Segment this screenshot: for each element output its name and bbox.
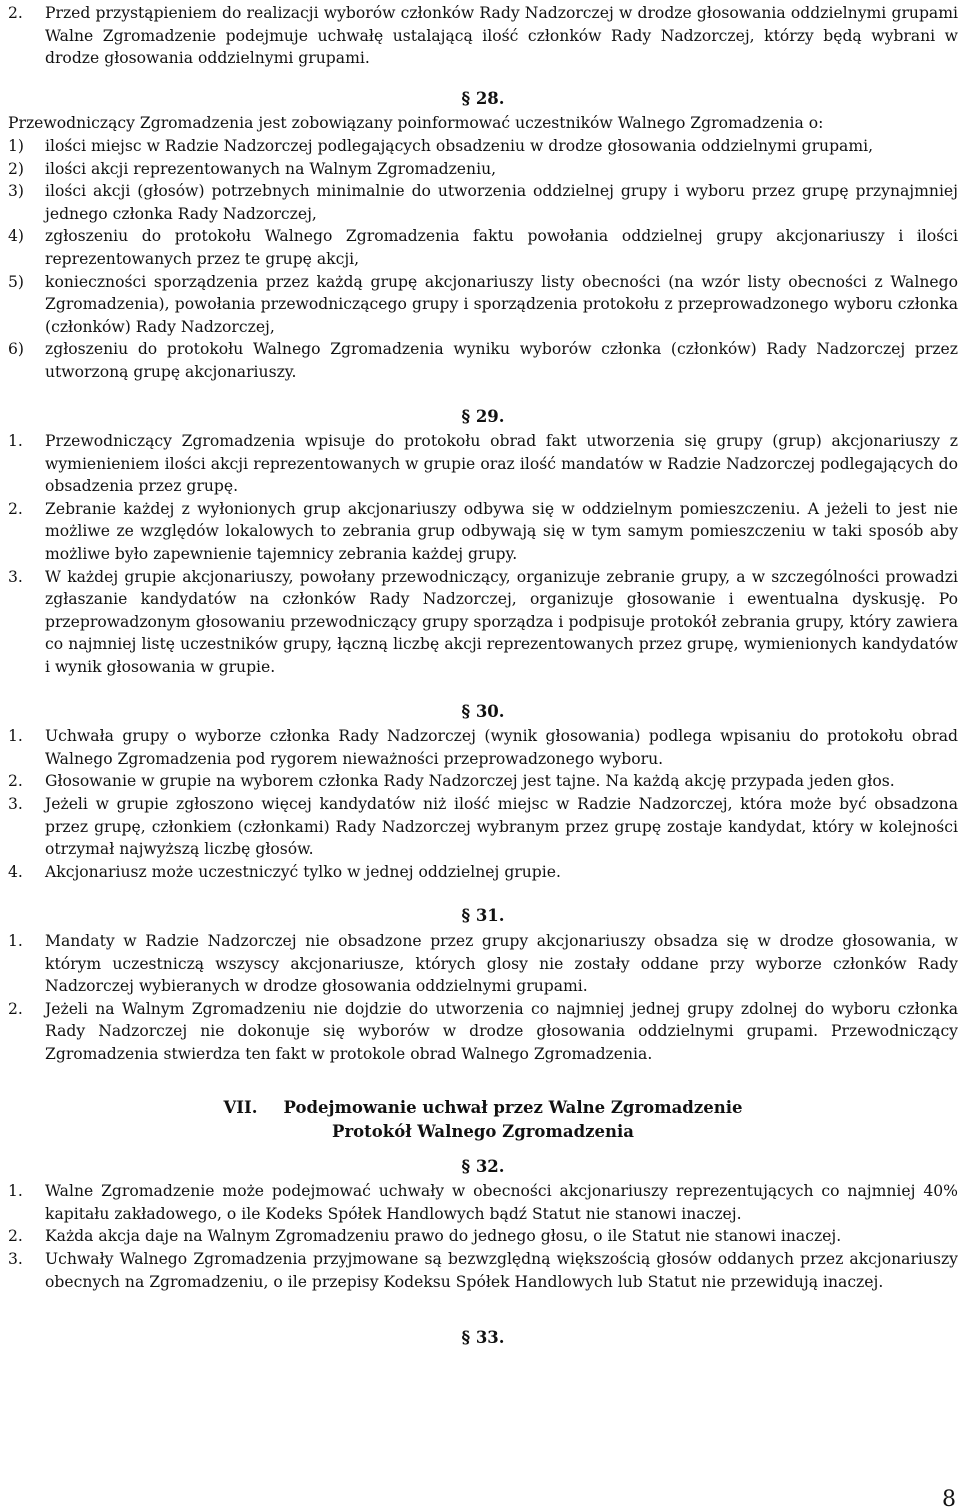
item-text: ilości miejsc w Radzie Nadzorczej podlegających obsadzeniu w drodze głosowania oddzielnymi grupami, [45,136,874,155]
item-number: 2. [8,4,23,22]
item-text: Akcjonariusz może uczestniczyć tylko w jednej oddzielnej grupie. [45,862,561,881]
item-text: Głosowanie w grupie na wyborem członka Rady Nadzorczej jest tajne. Na każdą akcję przypada jeden głos. [45,772,895,791]
list-item [8,861,958,884]
list-item [8,793,958,861]
chapter-title-line-1 [8,1096,958,1120]
item-text: ilości akcji reprezentowanych na Walnym Zgromadzeniu, [45,159,497,178]
item-number: 6) [8,340,25,359]
item-text: zgłoszeniu do protokołu Walnego Zgromadzenia wyniku wyborów członka (członków) Rady Nadzorczej przez utworzoną grupę akcjonariuszy. [45,340,958,381]
item-text: Uchwała grupy o wyborze członka Rady Nadzorczej (wynik głosowania) podlega wpisaniu do protokołu obrad Walnego Zgromadzenia pod rygorem nieważności przeprowadzonego wyboru. [45,727,958,768]
section-32-list [8,1180,958,1293]
section-31-list [8,930,958,1066]
spacer [8,679,958,701]
item-text: Przed przystąpieniem do realizacji wyborów członków Rady Nadzorczej w drodze głosowania oddzielnymi grupami Walne Zgromadzenie podejmuje uchwałę ustalającą ilość członków Rady Nadzorczej, którzy będą wybrani w drodze głosowania oddzielnymi grupami. [45,4,958,68]
section-heading-28: § 28. [461,88,505,108]
item-number: 4. [8,862,23,881]
section-28-intro: Przewodniczący Zgromadzenia jest zobowiązany poinformować uczestników Walnego Zgromadzenia o: [8,114,824,133]
item-text: Jeżeli na Walnym Zgromadzeniu nie dojdzie do utworzenia co najmniej jednej grupy zdolnej do wyboru członka Rady Nadzorczej nie dokonuje się wyborów w drodze głosowania oddzielnymi grupami. Przewodniczący Zgromadzenia stwierdza ten fakt w protokole obrad Walnego Zgromadzenia. [45,999,958,1063]
item-number: 2) [8,159,25,178]
item-number: 4) [8,227,25,246]
item-number: 2. [8,499,23,518]
item-number: 2. [8,999,23,1018]
chapter-heading [8,1096,958,1144]
list-item [8,1180,958,1225]
item-number: 2. [8,1227,23,1246]
item-number: 3. [8,795,23,813]
chapter-number: VII. [223,1097,258,1117]
section-heading-33: § 33. [461,1328,505,1348]
list-item [8,725,958,770]
item-number: 3. [8,1249,23,1268]
item-text: Mandaty w Radzie Nadzorczej nie obsadzone przez grupy akcjonariuszy obsadza się w drodze głosowania, w którym uczestniczą wszyscy akcjonariusze, których glosy nie zostały oddane przy wyborze członków Rady Nadzorczej wybieranych w drodze głosowania oddzielnymi grupami. [45,931,958,996]
item-text: konieczności sporządzenia przez każdą grupę akcjonariuszy listy obecności (na wzór listy obecności z Walnego Zgromadzenia), powołania przewodniczącego grupy i sporządzenia protokołu z przeprowadzonego wyboru członka (członków) Rady Nadzorczej, [45,272,958,336]
list-item [8,225,958,270]
list-item [8,770,958,793]
item-number: 1. [8,432,23,451]
list-item [8,338,958,383]
section-heading-30: § 30. [461,701,505,721]
list-item [8,271,958,339]
item-number: 1. [8,727,23,746]
item-text: W każdej grupie akcjonariuszy, powołany przewodniczący, organizuje zebranie grupy, a w szczególności prowadzi zgłaszanie kandydatów na członków Rady Nadzorczej, organizuje głosowanie i ewentualna dyskusję. Po przeprowadzonym głosowaniu przewodniczący grupy sporządza i podpisuje protokół zebrania grupy, który zawiera co najmniej listę uczestników grupy, łączną liczbę akcji reprezentowanych przez grupę, wymienionych kandydatów i wynik głosowania w grupie. [45,567,958,677]
section-heading-31: § 31. [461,906,505,926]
list-item [8,498,958,566]
item-text: Jeżeli w grupie zgłoszono więcej kandydatów niż ilość miejsc w Radzie Nadzorczej, która może być obsadzona przez grupę, członkiem (członkami) Rady Nadzorczej wybranym przez grupę zostaje kandydat, który w kolejności otrzymał najwyższą liczbę głosów. [45,795,958,859]
section-29-list [8,430,958,679]
list-item [8,566,958,679]
list-item [8,180,958,225]
item-number: 1) [8,136,25,155]
item-text: Walne Zgromadzenie może podejmować uchwały w obecności akcjonariuszy reprezentujących co najmniej 40% kapitału zakładowego, o ile Kodeks Spółek Handlowych bądź Statut nie stanowi inaczej. [45,1182,958,1223]
chapter-title: Podejmowanie uchwał przez Walne Zgromadzenie [283,1097,743,1117]
page-number: 8 [942,1487,956,1512]
document-content [8,2,958,1352]
section-30-list [8,725,958,883]
item-number: 5) [8,272,25,291]
paragraph-2 [8,2,958,70]
spacer [8,1144,958,1156]
item-number: 1. [8,1182,23,1201]
list-item [8,930,958,998]
spacer [8,384,958,406]
item-text: Każda akcja daje na Walnym Zgromadzeniu prawo do jednego głosu, o ile Statut nie stanowi inaczej. [45,1227,842,1246]
spacer [8,883,958,905]
list-item [8,1225,958,1248]
item-number: 3) [8,182,25,201]
item-text: Przewodniczący Zgromadzenia wpisuje do protokołu obrad fakt utworzenia się grupy (grup) akcjonariuszy z wymienieniem ilości akcji reprezentowanych w grupie oraz ilość mandatów w Radzie Nadzorczej podlegających do obsadzenia przez grupę. [45,432,958,496]
list-item [8,430,958,498]
item-number: 1. [8,931,23,950]
item-text: ilości akcji (głosów) potrzebnych minimalnie do utworzenia oddzielnej grupy i wyboru przez grupę przynajmniej jednego członka Rady Nadzorczej, [45,182,958,223]
chapter-subtitle: Protokół Walnego Zgromadzenia [332,1121,634,1141]
list-item [8,135,958,158]
spacer [8,1293,958,1327]
section-28-list [8,135,958,384]
section-heading-29: § 29. [461,406,505,426]
item-number: 3. [8,567,23,586]
item-text: Zebranie każdej z wyłonionych grup akcjonariuszy odbywa się w oddzielnym pomieszczeniu. A jeżeli to jest nie możliwe ze względów lokalowych to zebrania grup odbywają się w tym samym pomieszczeniu w taki sposób aby możliwe było zapewnienie tajemnicy zebrania każdej grupy. [45,499,958,564]
list-item [8,158,958,181]
list-item [8,1248,958,1293]
item-text: zgłoszeniu do protokołu Walnego Zgromadzenia faktu powołania oddzielnej grupy akcjonariuszy i ilości reprezentowanych przez te grupę akcji, [45,227,958,268]
item-number: 2. [8,772,23,791]
section-heading-32: § 32. [461,1156,505,1176]
item-text: Uchwały Walnego Zgromadzenia przyjmowane są bezwzględną większością głosów oddanych przez akcjonariuszy obecnych na Zgromadzeniu, o ile przepisy Kodeksu Spółek Handlowych lub Statut nie przewidują inaczej. [45,1249,958,1291]
list-item [8,998,958,1066]
